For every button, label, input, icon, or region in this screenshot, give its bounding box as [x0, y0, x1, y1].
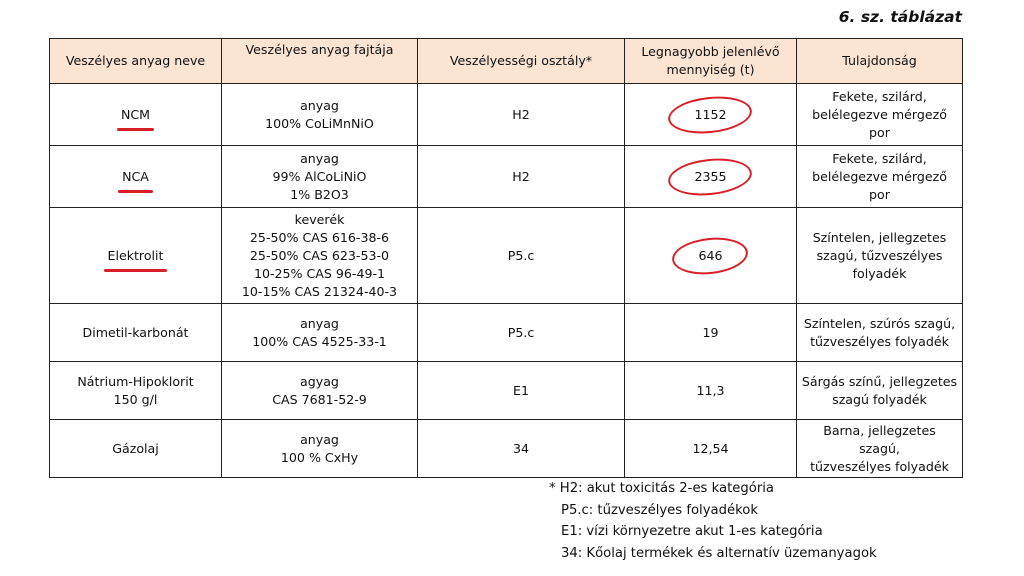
cell-class: H2 [418, 84, 625, 146]
name-line: Nátrium-Hipoklorit [77, 373, 194, 389]
property-line: folyadék [852, 265, 907, 281]
circled-quantity [684, 168, 736, 186]
type-line: 10-25% CAS 96-49-1 [253, 265, 386, 281]
footnotes [549, 478, 877, 564]
property-line: Színtelen, szúrós szagú, [803, 315, 956, 331]
type-line: anyag [300, 150, 339, 166]
cell-type [222, 420, 418, 478]
property-line: por [869, 186, 890, 202]
quantity-text: 2355 [694, 168, 727, 184]
cell-class: 34 [418, 420, 625, 478]
cell-property [797, 84, 963, 146]
property-line: szagú folyadék [832, 391, 927, 407]
type-line: 1% B2O3 [290, 186, 349, 202]
cell-name [50, 84, 222, 146]
cell-quantity [625, 84, 797, 146]
cell-quantity: 19 [625, 304, 797, 362]
underlined-name [108, 247, 164, 265]
cell-quantity: 11,3 [625, 362, 797, 420]
cell-quantity [625, 146, 797, 208]
type-line: 100% CAS 4525-33-1 [252, 333, 387, 349]
table-row [50, 208, 963, 304]
red-underline-mark [118, 190, 153, 193]
property-line: tűzveszélyes folyadék [810, 458, 949, 474]
property-line: tűzveszélyes folyadék [810, 333, 949, 349]
cell-class: P5.c [418, 208, 625, 304]
cell-property [797, 146, 963, 208]
cell-type [222, 208, 418, 304]
cell-quantity [625, 208, 797, 304]
type-line: 25-50% CAS 616-38-6 [249, 229, 390, 245]
property-line: por [869, 124, 890, 140]
type-line: CAS 7681-52-9 [272, 391, 367, 407]
cell-class: H2 [418, 146, 625, 208]
type-line: agyag [300, 373, 339, 389]
property-line: Színtelen, jellegzetes [812, 229, 947, 245]
footnote-line: E1: vízi környezetre akut 1-es kategória [561, 524, 823, 539]
property-line: belélegezve mérgező [812, 106, 947, 122]
table-row [50, 362, 963, 420]
cell-type [222, 84, 418, 146]
header-quantity-line: mennyiség (t) [666, 62, 755, 77]
cell-property [797, 208, 963, 304]
type-line: keverék [294, 211, 345, 227]
name-line: 150 g/l [113, 391, 158, 407]
cell-type [222, 362, 418, 420]
footnote-line: 34: Kőolaj termékek és alternatív üzemanyagok [561, 545, 877, 561]
property-line: Sárgás színű, jellegzetes [801, 373, 958, 389]
cell-name [50, 146, 222, 208]
type-line: 99% AlCoLiNiO [272, 168, 367, 184]
footnote-line: * H2: akut toxicitás 2-es kategória [549, 481, 774, 496]
name-text: NCM [120, 106, 151, 122]
header-name: Veszélyes anyag neve [50, 39, 222, 84]
header-property: Tulajdonság [797, 39, 963, 84]
property-line: belélegezve mérgező [812, 168, 947, 184]
footnote-line: P5.c: tűzveszélyes folyadékok [561, 502, 758, 518]
type-line: anyag [300, 315, 339, 331]
circled-quantity [688, 247, 732, 265]
cell-property [797, 362, 963, 420]
table-row [50, 304, 963, 362]
table-caption: 6. sz. táblázat [838, 8, 962, 26]
underlined-name [121, 106, 150, 124]
name-text: Elektrolit [107, 247, 164, 263]
type-line: anyag [300, 97, 339, 113]
cell-class: E1 [418, 362, 625, 420]
cell-name [50, 362, 222, 420]
red-underline-mark [117, 128, 154, 131]
hazardous-substances-table [49, 38, 963, 478]
header-type: Veszélyes anyag fajtája [222, 39, 418, 84]
red-circle-mark [667, 154, 754, 199]
table-row [50, 146, 963, 208]
header-class: Veszélyességi osztály* [418, 39, 625, 84]
table-row [50, 84, 963, 146]
property-line: Fekete, szilárd, [832, 88, 927, 104]
red-circle-mark [671, 234, 750, 278]
cell-quantity: 12,54 [625, 420, 797, 478]
red-underline-mark [104, 269, 168, 272]
cell-class: P5.c [418, 304, 625, 362]
circled-quantity [684, 106, 736, 124]
cell-property [797, 420, 963, 478]
table-row [50, 420, 963, 478]
header-quantity-line: Legnagyobb jelenlévő [641, 44, 780, 59]
type-line: 100 % CxHy [280, 449, 359, 465]
underlined-name [122, 168, 149, 186]
name-text: NCA [122, 168, 149, 184]
property-line: szagú, tűzveszélyes [816, 247, 943, 263]
cell-name: Gázolaj [50, 420, 222, 478]
type-line: anyag [300, 431, 339, 447]
type-line: 100% CoLiMnNiO [265, 115, 374, 131]
quantity-text: 1152 [694, 106, 727, 122]
cell-name [50, 208, 222, 304]
type-line: 10-15% CAS 21324-40-3 [241, 283, 398, 299]
cell-name: Dimetil-karbonát [50, 304, 222, 362]
cell-type [222, 304, 418, 362]
quantity-text: 646 [698, 247, 723, 263]
property-line: Fekete, szilárd, [832, 150, 927, 166]
header-quantity [625, 39, 797, 84]
table-header-row [50, 39, 963, 84]
red-circle-mark [667, 92, 754, 137]
property-line: Barna, jellegzetes szagú, [823, 422, 936, 456]
type-line: 25-50% CAS 623-53-0 [249, 247, 390, 263]
cell-property [797, 304, 963, 362]
cell-type [222, 146, 418, 208]
